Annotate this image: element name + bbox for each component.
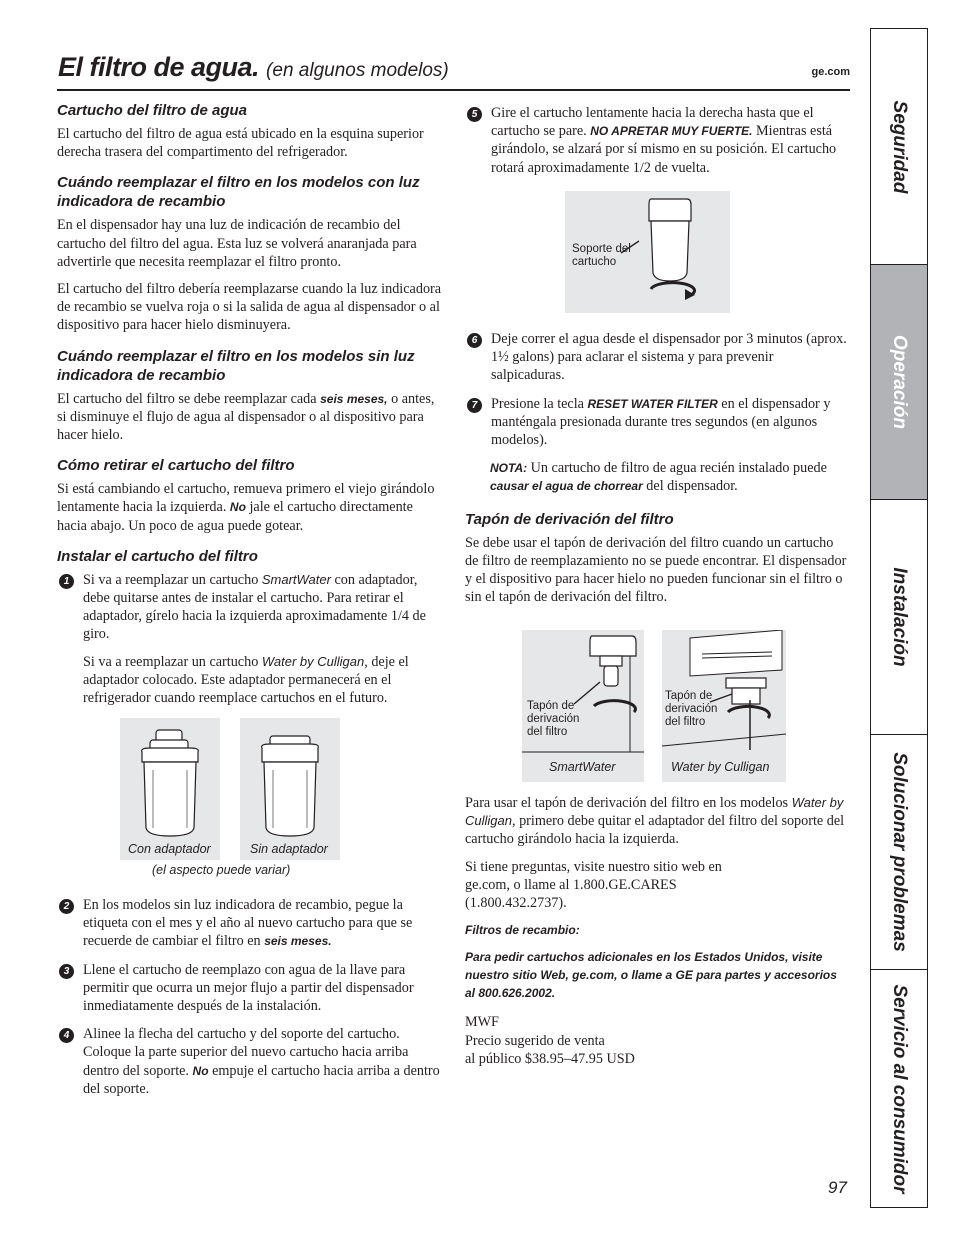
- text: Si va a reemplazar un cartucho: [83, 653, 259, 670]
- paragraph: [83, 653, 445, 708]
- page-number: 97: [828, 1178, 847, 1197]
- figure-note: (el aspecto puede variar): [152, 863, 291, 877]
- emphasis: No: [229, 500, 246, 515]
- right-column-bottom: [465, 794, 850, 1068]
- paragraph: [83, 1025, 445, 1098]
- text: empuje el cartucho hacia arriba a dentro del soporte.: [83, 1062, 440, 1097]
- tab-label: Seguridad: [889, 100, 910, 193]
- emphasis: RESET WATER FILTER: [587, 396, 718, 411]
- text: Si está cambiando el cartucho, remueva primero el viejo girándolo lentamente hacia la izquierda.: [57, 481, 435, 516]
- section-heading: Tapón de derivación del filtro: [465, 510, 674, 528]
- left-column: [57, 101, 445, 717]
- step-number: 3: [59, 964, 74, 979]
- text: , deje el adaptador colocado. Este adaptador permanecerá en el refrigerador cuando reemplace cartuchos en el futuro.: [83, 653, 409, 707]
- left-column-steps: [57, 896, 445, 1108]
- text: Mientras está girándolo, se alzará por sí mismo en su posición. El cartucho rotará aproximadamente 1/2 de vuelta.: [491, 123, 837, 176]
- replacement-filters-heading: Filtros de recambio:: [465, 923, 580, 938]
- text: del dispensador.: [646, 478, 738, 495]
- replacement-filters-text: Para pedir cartuchos adicionales en los Estados Unidos, visite nuestro sitio Web, ge.com, o llame a GE para partes y accesorios al 800.626.2002.: [465, 950, 837, 1001]
- paragraph: [57, 480, 445, 535]
- text: El cartucho del filtro se debe reemplazar cada: [57, 390, 317, 407]
- section-heading: Cuándo reemplazar el filtro en los modelos con luz indicadora de recambio: [57, 174, 420, 211]
- price-line-1: Precio sugerido de venta: [465, 1032, 605, 1049]
- step-2: [57, 896, 445, 951]
- emphasis: causar el agua de chorrear: [490, 479, 643, 494]
- product-name: SmartWater: [261, 571, 331, 587]
- section-heading: Instalar el cartucho del filtro: [57, 547, 258, 565]
- paragraph: Llene el cartucho de reemplazo con agua de la llave para permitir que ocurra un mejor flujo a partir del dispensador inmediatamente después de la instalación.: [83, 961, 414, 1015]
- site-url: ge.com: [811, 66, 850, 78]
- model-code: MWF: [465, 1014, 499, 1031]
- section-heading: Cartucho del filtro de agua: [57, 102, 248, 119]
- figure-label: Tapón de derivación del filtro: [527, 700, 580, 738]
- emphasis: seis meses,: [320, 391, 388, 406]
- title-subtitle: (en algunos modelos): [266, 60, 449, 81]
- right-column-mid: [465, 330, 850, 615]
- tab-solucionar-problemas[interactable]: [871, 735, 927, 970]
- right-column-top: [465, 104, 850, 187]
- figure-cartridge-with-adapter: [120, 718, 220, 860]
- tab-label: Solucionar problemas: [889, 752, 910, 952]
- step-number: 5: [467, 107, 482, 122]
- paragraph: [57, 390, 445, 445]
- step-number: 7: [467, 398, 482, 413]
- header-divider: [57, 89, 850, 91]
- text: Si va a reemplazar un cartucho: [83, 571, 259, 588]
- price-line-2: al público $38.95–47.95 USD: [465, 1050, 635, 1067]
- figure-caption: Sin adaptador: [250, 842, 328, 856]
- paragraph: Deje correr el agua desde el dispensador por 3 minutos (aprox. 1½ galons) para aclarar el sistema y para prevenir salpicaduras.: [491, 331, 847, 384]
- step-number: 2: [59, 899, 74, 914]
- section-tabs: [870, 28, 928, 1208]
- text: Presione la tecla: [491, 395, 584, 412]
- section-heading: Cómo retirar el cartucho del filtro: [57, 457, 295, 475]
- cartridge-illustration: [120, 718, 220, 860]
- product-name: Water by Culligan: [465, 795, 844, 829]
- emphasis: No: [192, 1063, 209, 1078]
- text: Gire el cartucho lentamente hacia la derecha hasta que el cartucho se pare.: [491, 105, 814, 140]
- tab-operacion[interactable]: [871, 265, 927, 500]
- paragraph: [491, 395, 850, 450]
- step-1: [57, 571, 445, 707]
- step-6: [465, 330, 850, 385]
- paragraph: [83, 571, 445, 644]
- note: [465, 459, 850, 495]
- tab-seguridad[interactable]: [871, 29, 927, 265]
- section-heading: Cuándo reemplazar el filtro en los modelos sin luz indicadora de recambio: [57, 347, 415, 384]
- tab-servicio-al-consumidor[interactable]: [871, 970, 927, 1207]
- paragraph: Se debe usar el tapón de derivación del filtro cuando un cartucho de filtro de reemplazamiento no se puede encontrar. El dispensador y el dispositivo para hacer hielo no pueden funcionar sin el filtro o sin el tapón de derivación del filtro.: [465, 534, 847, 606]
- text: Para usar el tapón de derivación del filtro en los modelos: [465, 795, 789, 811]
- paragraph: [83, 896, 445, 951]
- emphasis: seis meses.: [264, 934, 332, 949]
- figure-caption: Con adaptador: [128, 842, 211, 856]
- note-label: NOTA:: [490, 461, 528, 476]
- step-number: 6: [467, 333, 482, 348]
- title-main: El filtro de agua.: [58, 52, 260, 82]
- paragraph: El cartucho del filtro debería reemplazarse cuando la luz indicadora de recambio se vuelva roja o si la salida de agua al dispensador o al dispositivo para hacer hielo disminuyera.: [57, 281, 442, 334]
- text: con adaptador, debe quitarse antes de instalar el cartucho. Para retirar el adaptador, gírelo hacia la izquierda aproximadamente 1/4 de giro.: [83, 571, 426, 643]
- paragraph: [491, 104, 850, 177]
- figure-label: Soporte del cartucho: [572, 243, 631, 268]
- emphasis: NO APRETAR MUY FUERTE.: [590, 124, 753, 139]
- step-3: [57, 961, 445, 1016]
- product-name: Water by Culligan: [261, 653, 365, 669]
- figure-caption: Water by Culligan: [671, 760, 770, 774]
- text: jale el cartucho directamente hacia abajo. Un poco de agua puede gotear.: [57, 499, 413, 534]
- tab-instalacion[interactable]: [871, 500, 927, 735]
- text: En los modelos sin luz indicadora de recambio, pegue la etiqueta con el mes y el año al nuevo cartucho para que se recuerde de cambiar el filtro en: [83, 897, 413, 950]
- paragraph: En el dispensador hay una luz de indicación de recambio del cartucho del filtro del agua. Esta luz se volverá anaranjada para advertirle que necesita reemplazar el filtro pronto.: [57, 217, 417, 270]
- figure-caption: SmartWater: [549, 760, 616, 774]
- tab-label: Instalación: [889, 567, 910, 667]
- text: en el dispensador y manténgala presionada durante tres segundos (en algunos modelos).: [491, 395, 831, 449]
- figure-cartridge-without-adapter: [240, 718, 340, 860]
- step-number: 4: [59, 1028, 74, 1043]
- step-4: [57, 1025, 445, 1098]
- step-7: [465, 395, 850, 450]
- cartridge-illustration: [240, 718, 340, 860]
- figure-label: Tapón de derivación del filtro: [665, 690, 718, 728]
- tab-label: Servicio al consumidor: [889, 983, 910, 1194]
- text: , primero debe quitar el adaptador del filtro del soporte del cartucho girándolo hacia la izquierda.: [465, 813, 845, 848]
- page-title: [58, 52, 449, 83]
- text: Alinee la flecha del cartucho y del soporte del cartucho. Coloque la parte superior del nuevo cartucho hacia arriba dentro del soporte.: [83, 1026, 409, 1079]
- step-number: 1: [59, 574, 74, 589]
- paragraph: [465, 794, 850, 849]
- text: o antes, si disminuye el flujo de agua al dispensador o al dispositivo para hacer hielo.: [57, 390, 435, 444]
- tab-label: Operación: [889, 335, 910, 429]
- text: Un cartucho de filtro de agua recién instalado puede: [530, 460, 827, 477]
- step-5: [465, 104, 850, 177]
- paragraph: El cartucho del filtro de agua está ubicado en la esquina superior derecha trasera del compartimento del refrigerador.: [57, 126, 424, 161]
- paragraph: Si tiene preguntas, visite nuestro sitio web en ge.com, o llame al 1.800.GE.CARES (1.800.432.2737).: [465, 858, 722, 912]
